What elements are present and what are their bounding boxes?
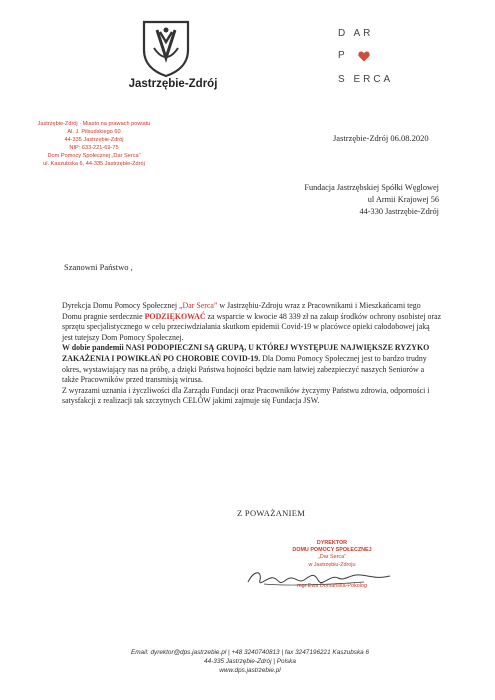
body-paragraph-1 [62,301,442,343]
emphasis-text: W dobie pandemii NASI PODOPIECZNI SĄ GRUPĄ, U KTÓREJ WYSTĘPUJE NAJWIĘKSZE RYZYKO ZAKAŻENIA I POWIKŁAŃ PO CHOROBIE COVID-19. [62,343,430,363]
sig-line: w Jastrzębiu-Zdroju [308,561,356,568]
logo-line-serca: S ERCA [338,74,394,85]
text: Dla Domu Pomocy Społecznej jest to bardzo trudny okres, wystawiający nas na próbę, a dzięki Państwa hojności będzie nam łatwiej zabezpieczyć naszych Seniorów a także Pracowników przed transmisją wirusa. [62,353,427,385]
institution-stamp [24,120,164,168]
body-paragraph-2 [62,343,442,385]
stamp-line: NIP: 633-221-69-75 [69,145,119,151]
sig-line: „Dar Serca” [318,554,346,561]
heart-icon [358,51,370,62]
letter-body [62,301,442,407]
greeting: Szanowni Państwo , [64,262,133,272]
sig-line: mgr Ewa Domańska-Pokolog [297,582,367,589]
highlight-name: „Dar Serca” [179,301,218,310]
footer-line: Email: dyrektor@dps.jastrzebie.pl | +48 3240740813 | fax 3247196221 Kaszubska 6 [130,649,370,656]
recipient-address [304,182,439,218]
recipient-line: ul Armii Krajowej 56 [367,195,439,204]
closing: Z POWAŻANIEM [237,508,306,518]
body-paragraph-3: Z wyrazami uznania i życzliwości dla Zarządu Fundacji oraz Pracowników życzymy Państwu zdrowia, odporności i satysfakcji z realizacji tak szczytnych CELÓW jakimi zajmuje się Fundacja JSW. [62,385,430,406]
letter-date: Jastrzębie-Zdrój 06.08.2020 [333,133,429,143]
logo-line-p: P [338,50,348,61]
footer-line: 44-335 Jastrzębie-Zdrój | Polska [204,658,296,666]
logo-line-dar: D AR [338,28,374,39]
stamp-line: Al. J. Piłsudskiego 60 [67,129,121,135]
city-name: Jastrzębie-Zdrój [128,78,218,90]
stamp-line: 44-335 Jastrzębie-Zdrój [64,137,124,143]
highlight-thanks: PODZIĘKOWAĆ [144,311,206,321]
city-crest-icon [140,18,192,78]
recipient-line: 44-330 Jastrzębie-Zdrój [359,207,439,216]
text: w Jastrzębiu-Zdroju wraz z Pracownikami i Mieszkańcami tego Domu pragnie serdecznie [62,301,421,321]
recipient-line: Fundacja Jastrzębskiej Spółki Węglowej [304,183,439,192]
stamp-line: ul. Kaszubska 6, 44-335 Jastrzębie-Zdrój [43,161,145,167]
sig-line: DOMU POMOCY SPOŁECZNEJ [292,547,372,554]
sig-line: DYREKTOR [316,540,348,546]
stamp-line: Dom Pomocy Społecznej „Dar Serca” [47,153,141,159]
stamp-line: Jastrzębie-Zdrój · Miasto na prawach powiatu [37,121,151,127]
text: za wsparcie w kwocie 48 339 zł na zakup środków ochrony osobistej oraz sprzętu specjalistycznego w celu przeciwdziałania skutkom epidemii Covid-19 w placówce opieki całodobowej jaką jest tutejszy Dom Pomocy Społecznej. [62,311,442,342]
handwritten-signature [244,566,394,590]
footer-website: www.dps.jastrzebie.pl [219,667,281,675]
footer-contact [100,648,400,676]
text: Dyrekcja Domu Pomocy Społecznej [62,301,180,310]
